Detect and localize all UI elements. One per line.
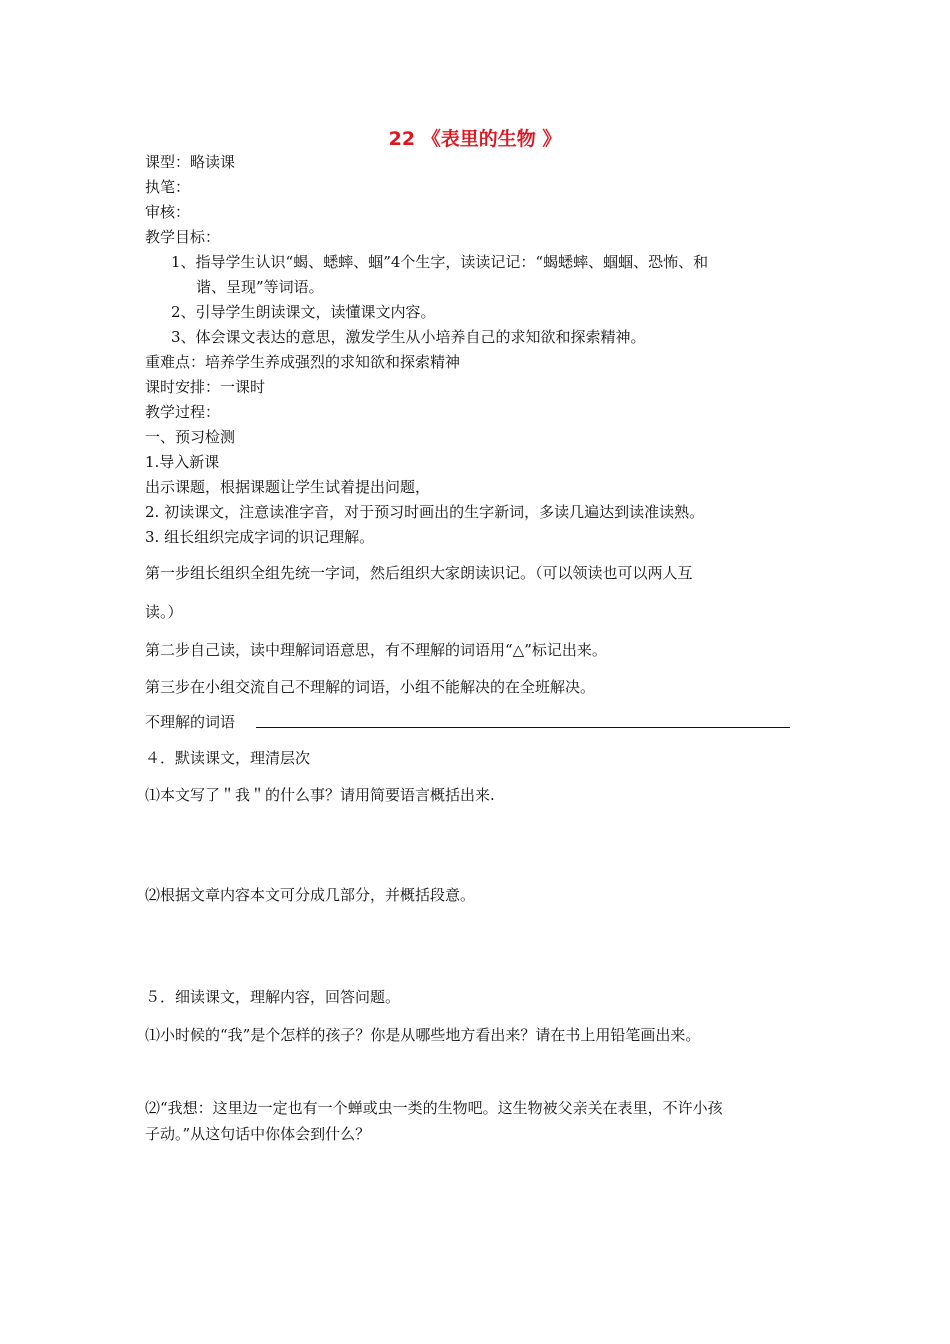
group-step-2: 第二步自己读，读中理解词语意思，有不理解的词语用“△”标记出来。 — [145, 641, 607, 659]
step-5-heading: ５．细读课文，理解内容，回答问题。 — [145, 988, 401, 1006]
step-1-detail: 出示课题，根据课题让学生试着提出问题， — [145, 478, 431, 496]
group-step-1-line-2: 读。） — [145, 603, 183, 621]
teaching-process-heading: 教学过程： — [145, 403, 221, 421]
step-4-heading: ４．默读课文，理清层次 — [145, 749, 311, 767]
step-2-first-reading: 2. 初读课文，注意读准字音，对于预习时画出的生字新词，多读几遍达到读准读熟。 — [145, 503, 705, 521]
schedule-line: 课时安排：一课时 — [145, 378, 266, 396]
teaching-goals-heading: 教学目标： — [145, 228, 221, 246]
goal-2: 2、引导学生朗读课文，读懂课文内容。 — [171, 303, 436, 321]
unknown-words-answer-line — [256, 727, 790, 728]
step-3-group-leader: 3. 组长组织完成字词的识记理解。 — [145, 528, 375, 546]
section-preview-check: 一、预习检测 — [145, 428, 236, 446]
goal-3: 3、体会课文表达的意思，激发学生从小培养自己的求知欲和探索精神。 — [171, 328, 646, 346]
document-title: 22 《表里的生物 》 — [388, 128, 562, 150]
group-step-1-line-1: 第一步组长组织全组先统一字词，然后组织大家朗读识记。（可以领读也可以两人互 — [145, 564, 693, 582]
goal-1-line-1: 1、指导学生认识“蝎、蟋蟀、蝈”4个生字，读读记记：“蝎蟋蟀、蝈蝈、恐怖、和 — [171, 253, 709, 271]
key-points-line: 重难点：培养学生养成强烈的求知欲和探索精神 — [145, 353, 461, 371]
step-1-intro: 1.导入新课 — [145, 453, 220, 471]
question-4-2: ⑵根据文章内容本文可分成几部分，并概括段意。 — [145, 886, 476, 904]
author-line: 执笔： — [145, 178, 191, 196]
lesson-type-line: 课型：略读课 — [145, 153, 236, 171]
question-4-1: ⑴本文写了＂我＂的什么事？请用简要语言概括出来. — [145, 786, 495, 804]
question-5-2-line-2: 子动。”从这句话中你体会到什么？ — [145, 1125, 371, 1143]
group-step-3: 第三步在小组交流自己不理解的词语，小组不能解决的在全班解决。 — [145, 678, 596, 696]
unknown-words-label: 不理解的词语 — [145, 713, 236, 731]
goal-1-line-2: 谐、呈现”等词语。 — [196, 278, 324, 296]
question-5-1: ⑴小时候的“我”是个怎样的孩子？你是从哪些地方看出来？请在书上用铅笔画出来。 — [145, 1026, 701, 1044]
reviewer-line: 审核： — [145, 203, 191, 221]
question-5-2-line-1: ⑵“我想：这里边一定也有一个蝉或虫一类的生物吧。这生物被父亲关在表里，不许小孩 — [145, 1099, 723, 1117]
